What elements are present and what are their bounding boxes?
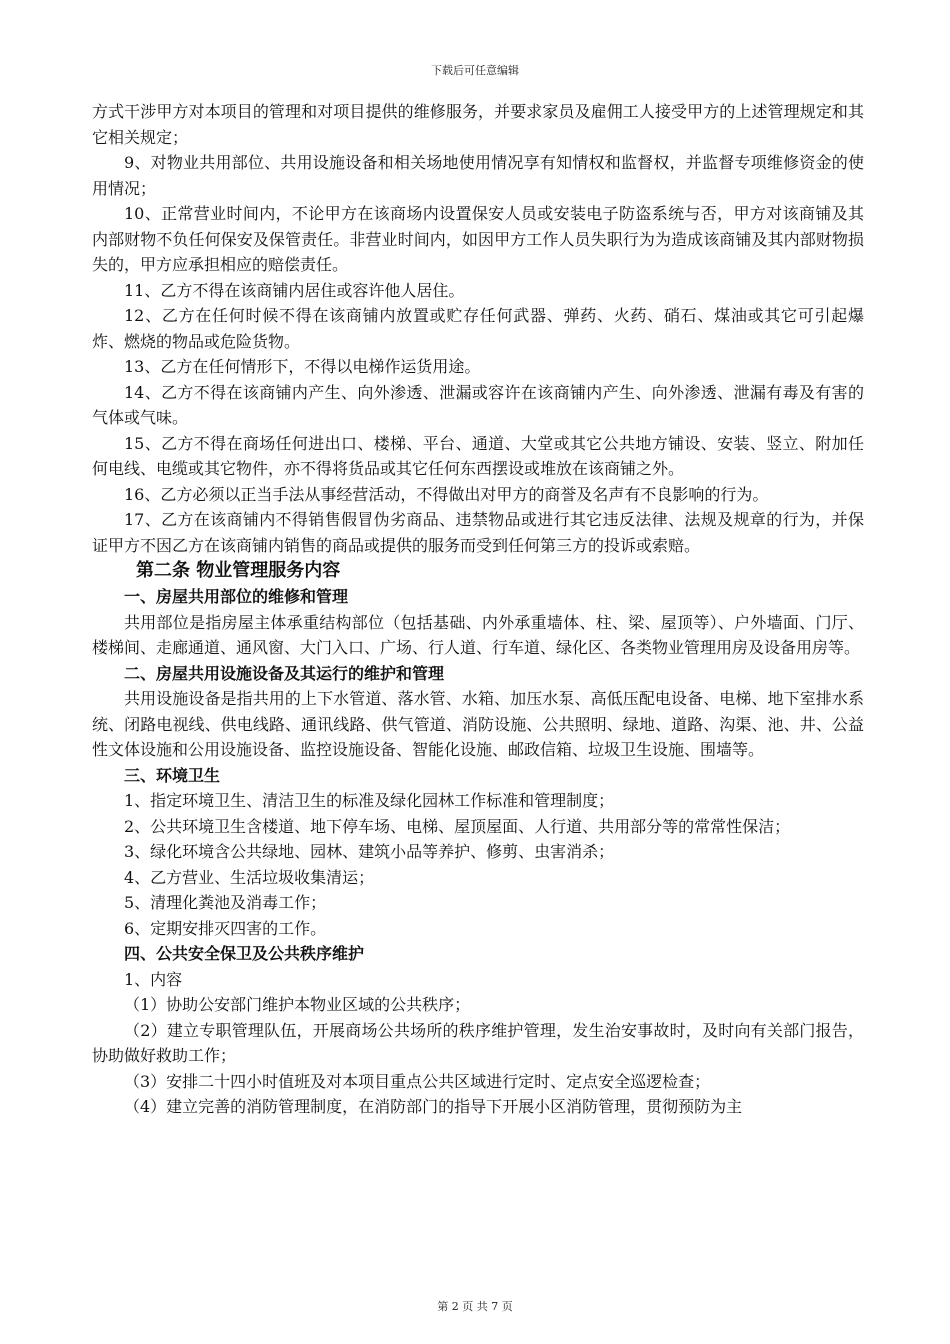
paragraph: 17、乙方在该商铺内不得销售假冒伪劣商品、违禁物品或进行其它违反法律、法规及规章的行为，并保证甲方不因乙方在该商铺内销售的商品或提供的服务而受到任何第三方的投诉或索赔。 [92,510,864,555]
section-heading: 四、公共安全保卫及公共秩序维护 [124,944,365,963]
paragraph: 10、正常营业时间内，不论甲方在该商场内设置保安人员或安装电子防盗系统与否，甲方对该商铺及其内部财物不负任何保安及保管责任。非营业时间内，如因甲方工作人员失职行为为造成该商铺及其内部财物损失的，甲方应承担相应的赔偿责任。 [92,204,864,274]
paragraph: 12、乙方在任何时候不得在该商铺内放置或贮存任何武器、弹药、火药、硝石、煤油或其它可引起爆炸、燃烧的物品或危险货物。 [92,306,864,351]
page-header: 下载后可任意编辑 [431,64,519,77]
list-item: 3、绿化环境含公共绿地、园林、建筑小品等养护、修剪、虫害消杀； [124,842,615,861]
list-item: 6、定期安排灭四害的工作。 [124,918,327,938]
paragraph: 11、乙方不得在该商铺内居住或容许他人居住。 [124,280,465,300]
paragraph: 共用设施设备是指共用的上下水管道、落水管、水箱、加压水泵、高低压配电设备、电梯、地下室排水系统、闭路电视线、供电线路、通讯线路、供气管道、消防设施、公共照明、绿地、道路、沟渠、池、井、公益性文体设施和公用设施设备、监控设施设备、智能化设施、邮政信箱、垃圾卫生设施、围墙等。 [92,689,864,759]
paragraph: 15、乙方不得在商场任何进出口、楼梯、平台、通道、大堂或其它公共地方铺设、安装、竖立、附加任何电线、电缆或其它物件，亦不得将货品或其它任何东西摆设或堆放在该商铺之外。 [92,433,864,478]
paragraph: 共用部位是指房屋主体承重结构部位（包括基础、内外承重墙体、柱、梁、屋顶等）、户外墙面、门厅、楼梯间、走廊通道、通风窗、大门入口、广场、行人道、行车道、绿化区、各类物业管理用房及设备用房等。 [92,612,864,657]
paragraph: 16、乙方必须以正当手法从事经营活动，不得做出对甲方的商誉及名声有不良影响的行为。 [124,484,769,504]
list-item: 1、指定环境卫生、清洁卫生的标准及绿化园林工作标准和管理制度； [124,791,615,810]
paragraph: 方式干涉甲方对本项目的管理和对项目提供的维修服务，并要求家员及雇佣工人接受甲方的上述管理规定和其它相关规定； [92,102,864,147]
page-footer: 第 2 页 共 7 页 [437,1300,513,1313]
section-heading: 一、房屋共用部位的维修和管理 [124,587,349,606]
list-item: （2）建立专职管理队伍，开展商场公共场所的秩序维护管理，发生治安事故时，及时向有关部门报告，协助做好救助工作； [92,1020,864,1065]
paragraph: 9、对物业共用部位、共用设施设备和相关场地使用情况享有知情权和监督权，并监督专项维修资金的使用情况； [92,153,864,198]
list-item: 5、清理化粪池及消毒工作； [124,893,327,912]
article-heading: 第二条 物业管理服务内容 [136,560,341,581]
paragraph: 14、乙方不得在该商铺内产生、向外渗透、泄漏或容许在该商铺内产生、向外渗透、泄漏有毒及有害的气体或气味。 [92,382,864,427]
paragraph: 13、乙方在任何情形下，不得以电梯作运货用途。 [124,357,481,376]
list-item: （1）协助公安部门维护本物业区域的公共秩序； [124,995,471,1014]
list-item: 4、乙方营业、生活垃圾收集清运； [124,867,375,887]
document-body [92,99,864,1120]
section-heading: 二、房屋共用设施设备及其运行的维护和管理 [124,663,445,683]
list-item: （4）建立完善的消防管理制度，在消防部门的指导下开展小区消防管理，贯彻预防为主 [124,1097,743,1116]
list-item: 2、公共环境卫生含楼道、地下停车场、电梯、屋顶屋面、人行道、共用部分等的常常性保洁； [124,816,791,836]
section-heading: 三、环境卫生 [124,765,221,785]
list-item: （3）安排二十四小时值班及对本项目重点公共区域进行定时、定点安全巡逻检查； [124,1071,711,1091]
list-item: 1、内容 [124,969,183,989]
